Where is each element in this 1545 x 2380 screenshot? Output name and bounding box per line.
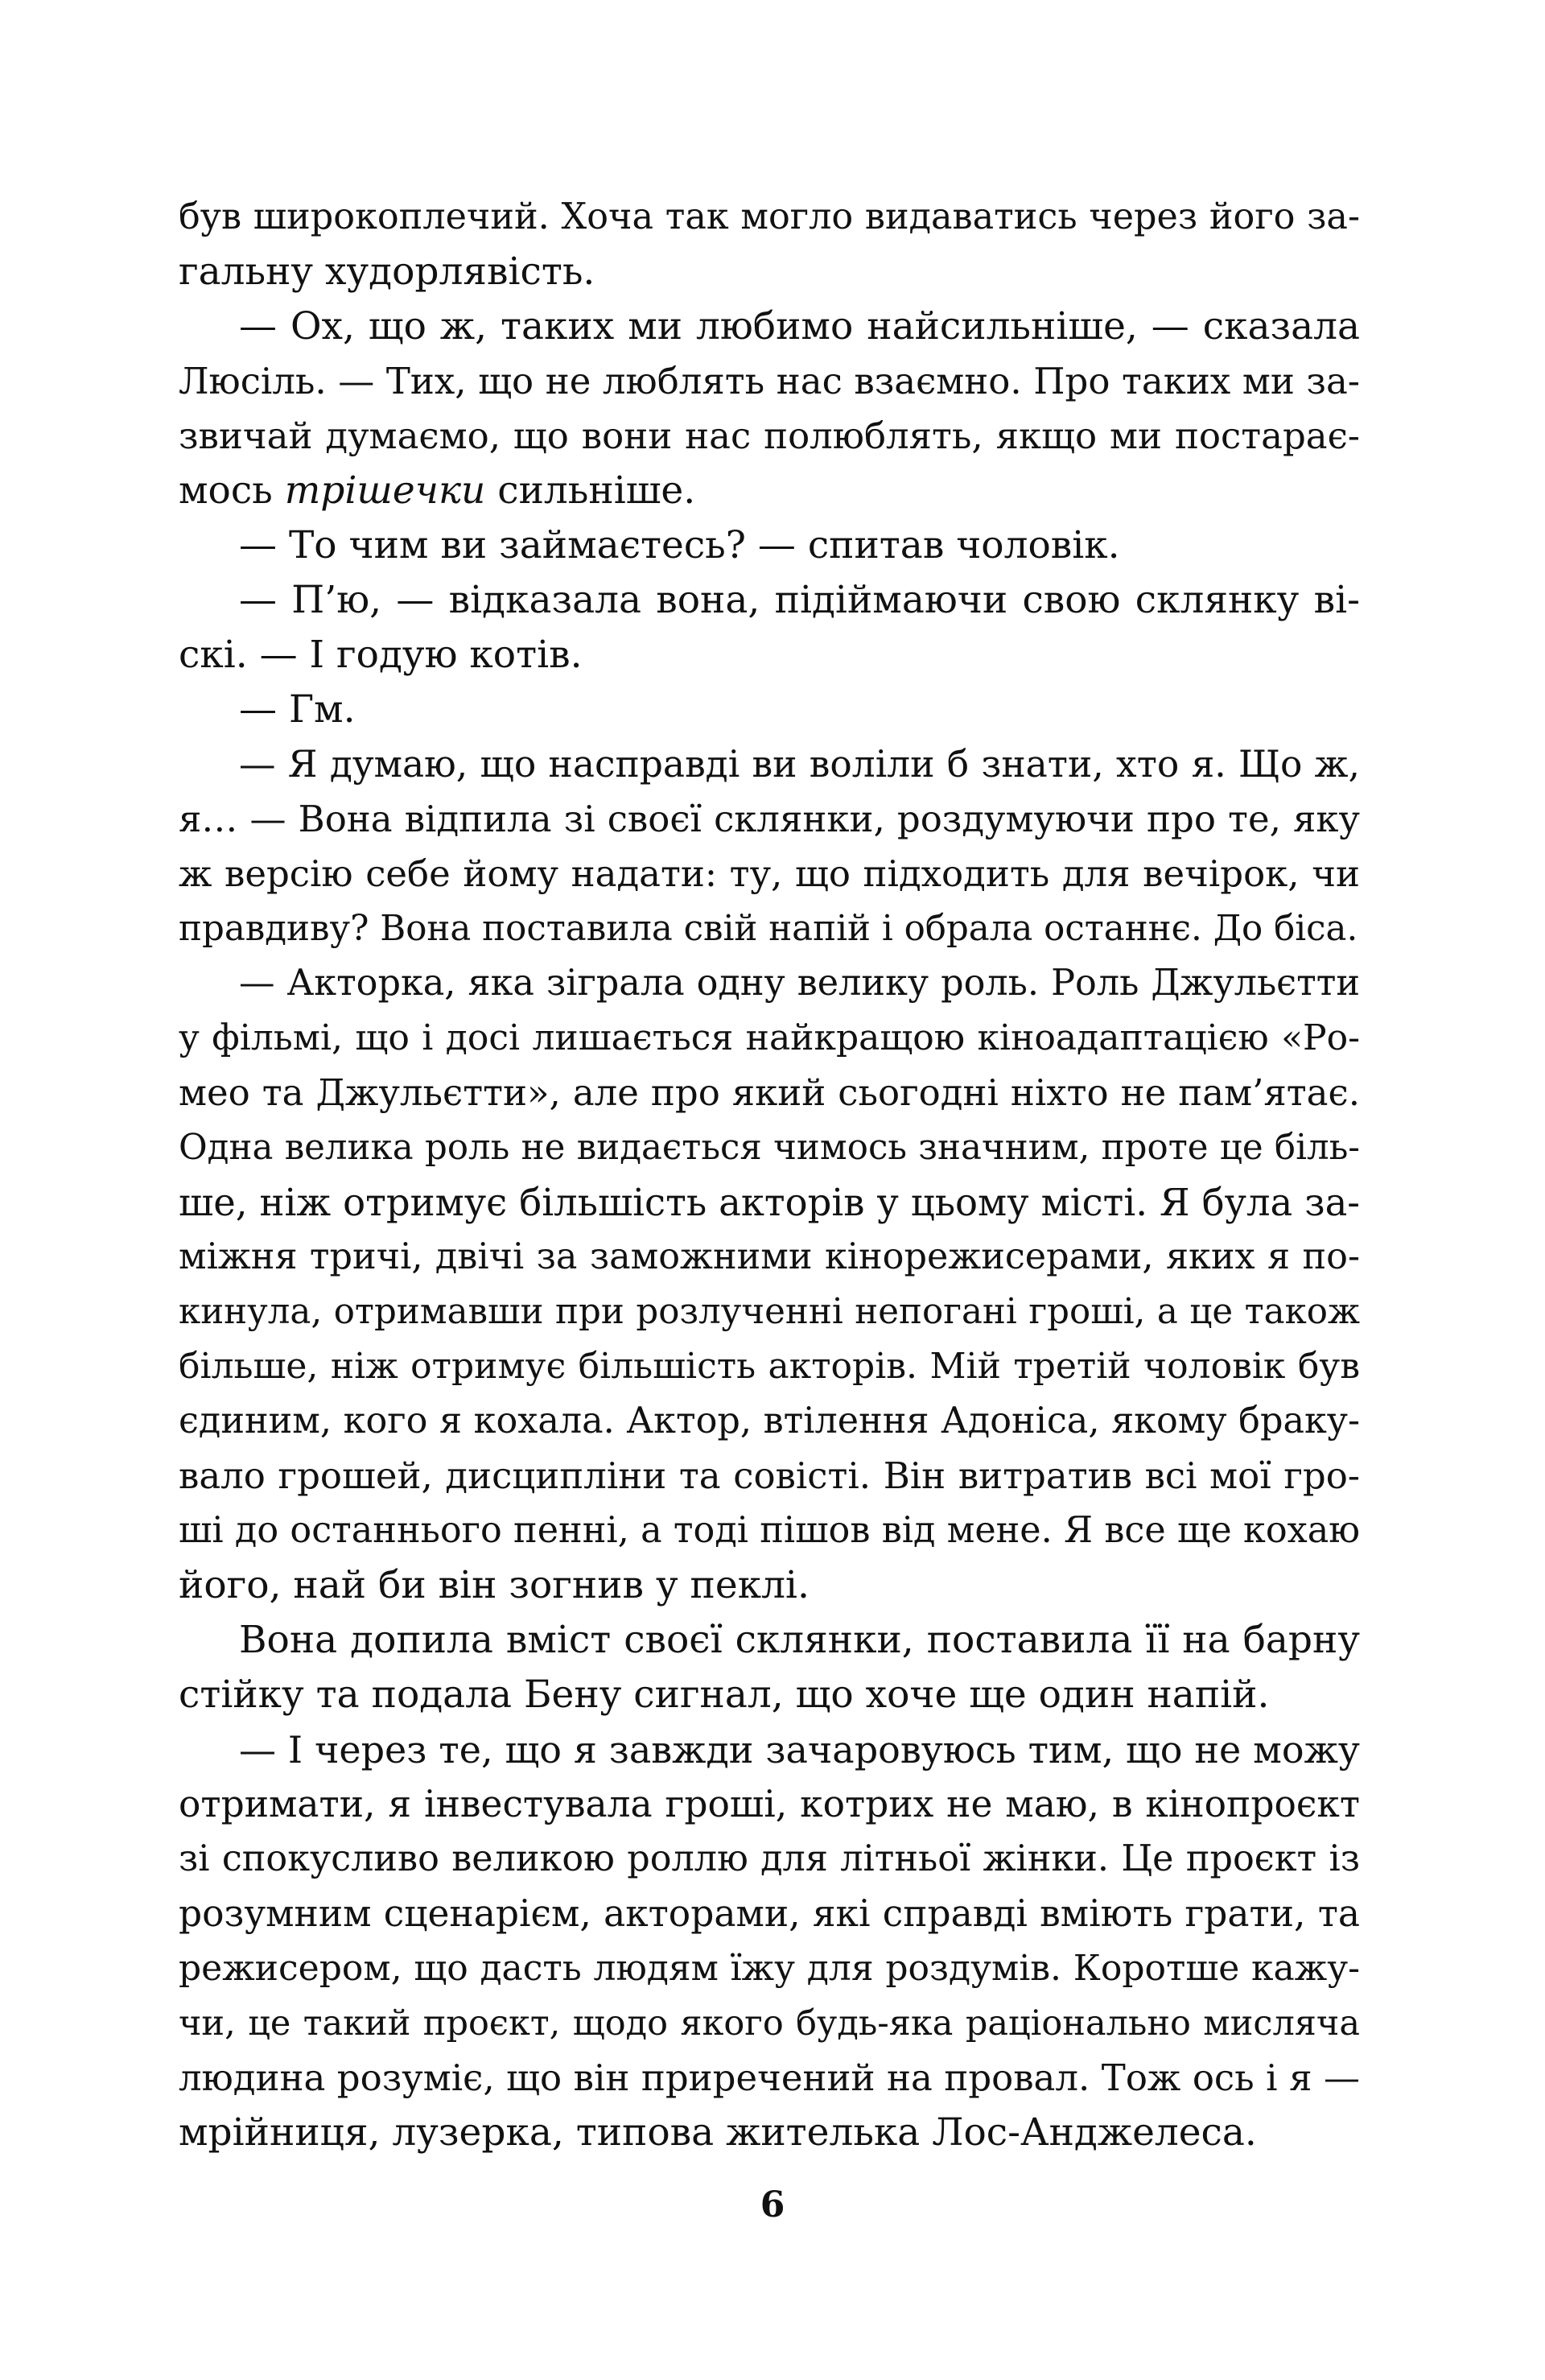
- text-line: — І через те, що я завжди зачаровуюсь тим, що не можу: [239, 1728, 1360, 1772]
- text-line: його, най би він зогнив у пеклі.: [179, 1563, 810, 1607]
- text-line: скі. — І годую котів.: [179, 633, 583, 677]
- text-line: мео та Джульєтти», але про який сьогодні ніхто не пам’ятає.: [179, 1071, 1360, 1114]
- text-line: я… — Вона відпила зі своєї склянки, роздумуючи про те, яку: [179, 798, 1360, 840]
- text-line: звичай думаємо, що вони нас полюблять, якщо ми постарає-: [179, 415, 1360, 457]
- text-line: — Я думаю, що насправді ви воліли б знати, хто я. Що ж,: [239, 743, 1360, 786]
- text-line: Вона допила вміст своєї склянки, поставила її на барну: [239, 1618, 1360, 1662]
- text-fragment: сильніше.: [485, 468, 696, 513]
- text-line: — Гм.: [239, 687, 356, 732]
- text-line: [179, 464, 1360, 518]
- text-line: режисером, що дасть людям їжу для роздумів. Коротше кажу-: [179, 1948, 1360, 1989]
- body-text: [179, 190, 1360, 2160]
- text-line: отримати, я інвестувала гроші, котрих не маю, в кінопроєкт: [179, 1783, 1360, 1825]
- text-line: зі спокусливо великою роллю для літньої жінки. Це проєкт із: [179, 1838, 1360, 1879]
- text-line: більше, ніж отримує більшість акторів. Мій третій чоловік був: [179, 1346, 1360, 1387]
- text-line: розумним сценарієм, акторами, які справді вміють грати, та: [179, 1892, 1360, 1935]
- text-line: кинула, отримавши при розлученні непогані гроші, а це також: [179, 1292, 1360, 1332]
- text-line: — Акторка, яка зіграла одну велику роль. Роль Джульєтти: [239, 963, 1360, 1004]
- text-line: був широкоплечий. Хоча так могло видаватись через його за-: [179, 196, 1360, 237]
- text-line: — Ох, що ж, таких ми любимо найсильніше, — сказала: [239, 304, 1360, 349]
- text-line: ж версію себе йому надати: ту, що підходить для вечірок, чи: [179, 852, 1360, 895]
- text-line: вало грошей, дисципліни та совісті. Він витратив всі мої гро-: [179, 1454, 1360, 1497]
- text-line: правдиву? Вона поставила свій напій і обрала останнє. До біса.: [179, 909, 1358, 949]
- text-line: у фільмі, що і досі лишається найкращою кіноадаптацією «Ро-: [179, 1017, 1360, 1058]
- text-line: ше, ніж отримує більшість акторів у цьому місті. Я була за-: [179, 1181, 1360, 1224]
- text-line: єдиним, кого я кохала. Актор, втілення Адоніса, якому браку-: [179, 1400, 1360, 1442]
- text-line: стійку та подала Бену сигнал, що хоче ще один напій.: [179, 1673, 1270, 1717]
- text-line: людина розуміє, що він приречений на провал. Тож ось і я —: [179, 2056, 1360, 2099]
- text-line: мрійниця, лузерка, типова жителька Лос-Анджелеса.: [179, 2110, 1257, 2155]
- text-line: — П’ю, — відказала вона, підіймаючи свою склянку ві-: [239, 578, 1360, 622]
- text-line: чи, це такий проєкт, щодо якого будь-яка раціонально мисляча: [179, 2003, 1360, 2044]
- text-fragment: мось: [179, 468, 285, 513]
- text-line: — То чим ви займаєтесь? — спитав чоловік.: [239, 523, 1120, 567]
- page-number: 6: [760, 2184, 785, 2225]
- text-line: ші до останнього пенні, а тоді пішов від мене. Я все ще кохаю: [179, 1510, 1360, 1551]
- text-line: Одна велика роль не видається чимось значним, проте це біль-: [179, 1128, 1360, 1168]
- text-line: міжня тричі, двічі за заможними кінорежисерами, яких я по-: [179, 1236, 1360, 1277]
- italic-word: трішечки: [284, 468, 486, 513]
- text-line: гальну худорлявість.: [179, 250, 595, 294]
- text-line: Люсіль. — Тих, що не люблять нас взаємно. Про таких ми за-: [179, 360, 1360, 402]
